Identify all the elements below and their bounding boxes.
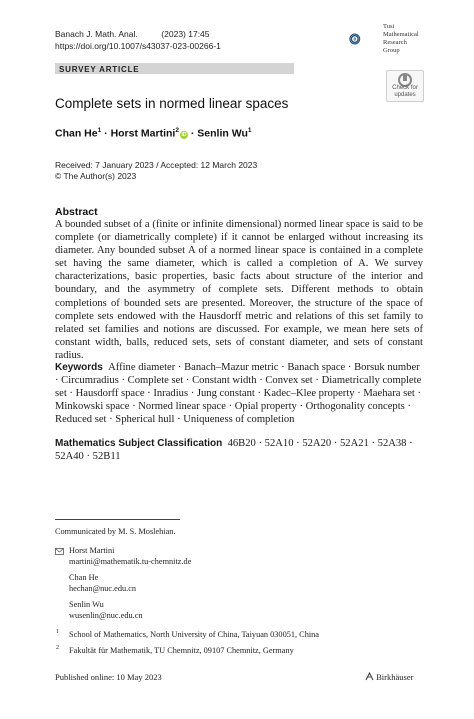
contact-email[interactable]: wusenlin@nuc.edu.cn [69, 611, 143, 621]
doi-link[interactable]: https://doi.org/10.1007/s43037-023-00266-1 [55, 41, 221, 51]
author-affiliation-mark: 2 [175, 127, 179, 134]
received-accepted: Received: 7 January 2023 / Accepted: 12 March 2023 [55, 160, 258, 170]
author-separator: · [190, 127, 195, 140]
contact-name: Horst Martini [69, 546, 115, 555]
corresponding-contact [69, 545, 191, 567]
orcid-icon[interactable]: iD [181, 131, 187, 138]
keywords-text: Affine diameter · Banach–Mazur metric · Banach space · Borsuk number · Circumradius · Complete set · Constant width · Convex set · Diametrically complete set · Hausdorff space · Inradius · Jung constant · Kadec–Klee property · Maehara set · Minkowski space · Normed linear space · Opial property · Orthogonality concepts · Reduced set · Spherical hull · Uniqueness of completion [55, 362, 422, 426]
contact [69, 599, 143, 621]
affiliation-number: 1 [56, 629, 59, 635]
birkhauser-logo-icon [365, 672, 374, 681]
contact-email[interactable]: martini@mathematik.tu-chemnitz.de [69, 557, 192, 567]
communicated-by: Communicated by M. S. Moslehian. [55, 527, 176, 536]
logo-line: Tusi [383, 23, 395, 30]
contact-name: Senlin Wu [69, 600, 104, 609]
tusi-logo [349, 22, 383, 56]
logo-text [383, 23, 419, 55]
check-updates-line: Check for [392, 85, 418, 91]
author-name: Senlin Wu [197, 127, 248, 140]
mail-icon [55, 548, 64, 555]
abstract-text: A bounded subset of a (finite or infinite dimensional) normed linear space is said to be complete (or diametrically complete) if it cannot be enlarged without increasing its diameter. Any bounded subset A of a normed linear space is contained in a complete set having the same diameter, which is called a completion of A. We survey characterizations, basic properties, basic facts about structure of the interior and boundary, and the asymmetry of complete sets. Different methods to obtain completions of bounded sets are presented. Moreover, the structure of the space of complete sets endowed with the Hausdorff metric and relations of this set family to related set families and notions are discussed. For example, we mean here sets of constant width, balls, reduced sets, sets of constant diameter, and sets of constant radius. [55, 219, 423, 361]
publisher-name: Birkhäuser [376, 672, 414, 682]
abstract-heading: Abstract [55, 206, 98, 218]
copyright: © The Author(s) 2023 [55, 171, 137, 181]
msc-block [55, 437, 423, 463]
keywords-heading: Keywords [55, 362, 103, 373]
journal-info [55, 28, 221, 52]
article-dates [55, 160, 257, 182]
contact-email[interactable]: hechan@nuc.edu.cn [69, 584, 137, 594]
article-type-label: SURVEY ARTICLE [59, 64, 140, 74]
article-title: Complete sets in normed linear spaces [55, 96, 289, 111]
published-online: Published online: 10 May 2023 [55, 672, 162, 682]
author-separator: · [104, 127, 108, 140]
check-updates-line: updates [394, 92, 416, 98]
footnote-rule [55, 519, 180, 520]
logo-line: Group [383, 47, 400, 54]
logo-line: Research [383, 39, 407, 46]
journal-citation: Banach J. Math. Anal. (2023) 17:45 [55, 29, 210, 39]
author-affiliation-mark: 1 [97, 127, 102, 134]
affiliation: School of Mathematics, North University of China, Taiyuan 030051, China [69, 630, 319, 639]
msc-heading: Mathematics Subject Classification [55, 438, 223, 449]
affiliation-number: 2 [56, 645, 59, 651]
contact-name: Chan He [69, 573, 99, 582]
author-name: Chan He [55, 127, 98, 140]
keywords-block [55, 361, 423, 426]
author-affiliation-mark: 1 [247, 127, 252, 134]
author-list [55, 127, 251, 140]
author-name: Horst Martini [110, 127, 176, 140]
check-updates-text [386, 85, 424, 99]
msc-codes: 46B20 · 52A10 · 52A20 · 52A21 · 52A38 · 52A40 · 52B11 [55, 438, 413, 463]
contact [69, 572, 136, 594]
affiliation: Fakultät für Mathematik, TU Chemnitz, 09107 Chemnitz, Germany [69, 646, 294, 655]
logo-line: Mathematical [383, 31, 419, 38]
publisher [365, 672, 413, 682]
